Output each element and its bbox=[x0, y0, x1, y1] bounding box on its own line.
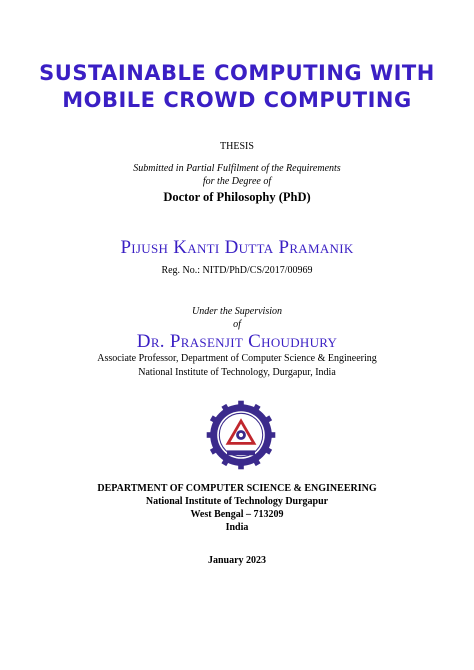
submission-statement bbox=[0, 162, 474, 188]
supervision-line-2: of bbox=[233, 319, 241, 330]
supervisor-name: Dr. Prasenjit Choudhury bbox=[136, 331, 338, 352]
submission-line-1: Submitted in Partial Fulfilment of the Requirements bbox=[133, 163, 341, 174]
submission-line-2: for the Degree of bbox=[202, 176, 272, 187]
supervisor-institute: National Institute of Technology, Durgapur, India bbox=[138, 367, 336, 378]
title-line-1: SUSTAINABLE COMPUTING WITH bbox=[39, 61, 435, 85]
title-line-2: MOBILE CROWD COMPUTING bbox=[62, 88, 412, 112]
supervisor-affiliation bbox=[0, 352, 474, 380]
supervisor-designation: Associate Professor, Department of Computer Science & Engineering bbox=[97, 353, 377, 364]
country: India bbox=[225, 522, 249, 533]
submission-date: January 2023 bbox=[207, 555, 267, 566]
document-type: THESIS bbox=[220, 141, 254, 152]
institute-name: National Institute of Technology Durgapur bbox=[145, 496, 329, 507]
supervision-line-1: Under the Supervision bbox=[192, 306, 282, 317]
department-address bbox=[0, 482, 474, 534]
department-name: DEPARTMENT OF COMPUTER SCIENCE & ENGINEERING bbox=[97, 483, 377, 494]
supervision-statement bbox=[0, 305, 474, 331]
nit-durgapur-emblem-icon bbox=[206, 400, 276, 470]
registration-number: Reg. No.: NITD/PhD/CS/2017/00969 bbox=[161, 265, 313, 276]
degree-name: Doctor of Philosophy (PhD) bbox=[163, 190, 311, 204]
thesis-title bbox=[0, 60, 474, 114]
state-pincode: West Bengal – 713209 bbox=[190, 509, 284, 520]
author-name: Pijush Kanti Dutta Pramanik bbox=[120, 237, 354, 258]
